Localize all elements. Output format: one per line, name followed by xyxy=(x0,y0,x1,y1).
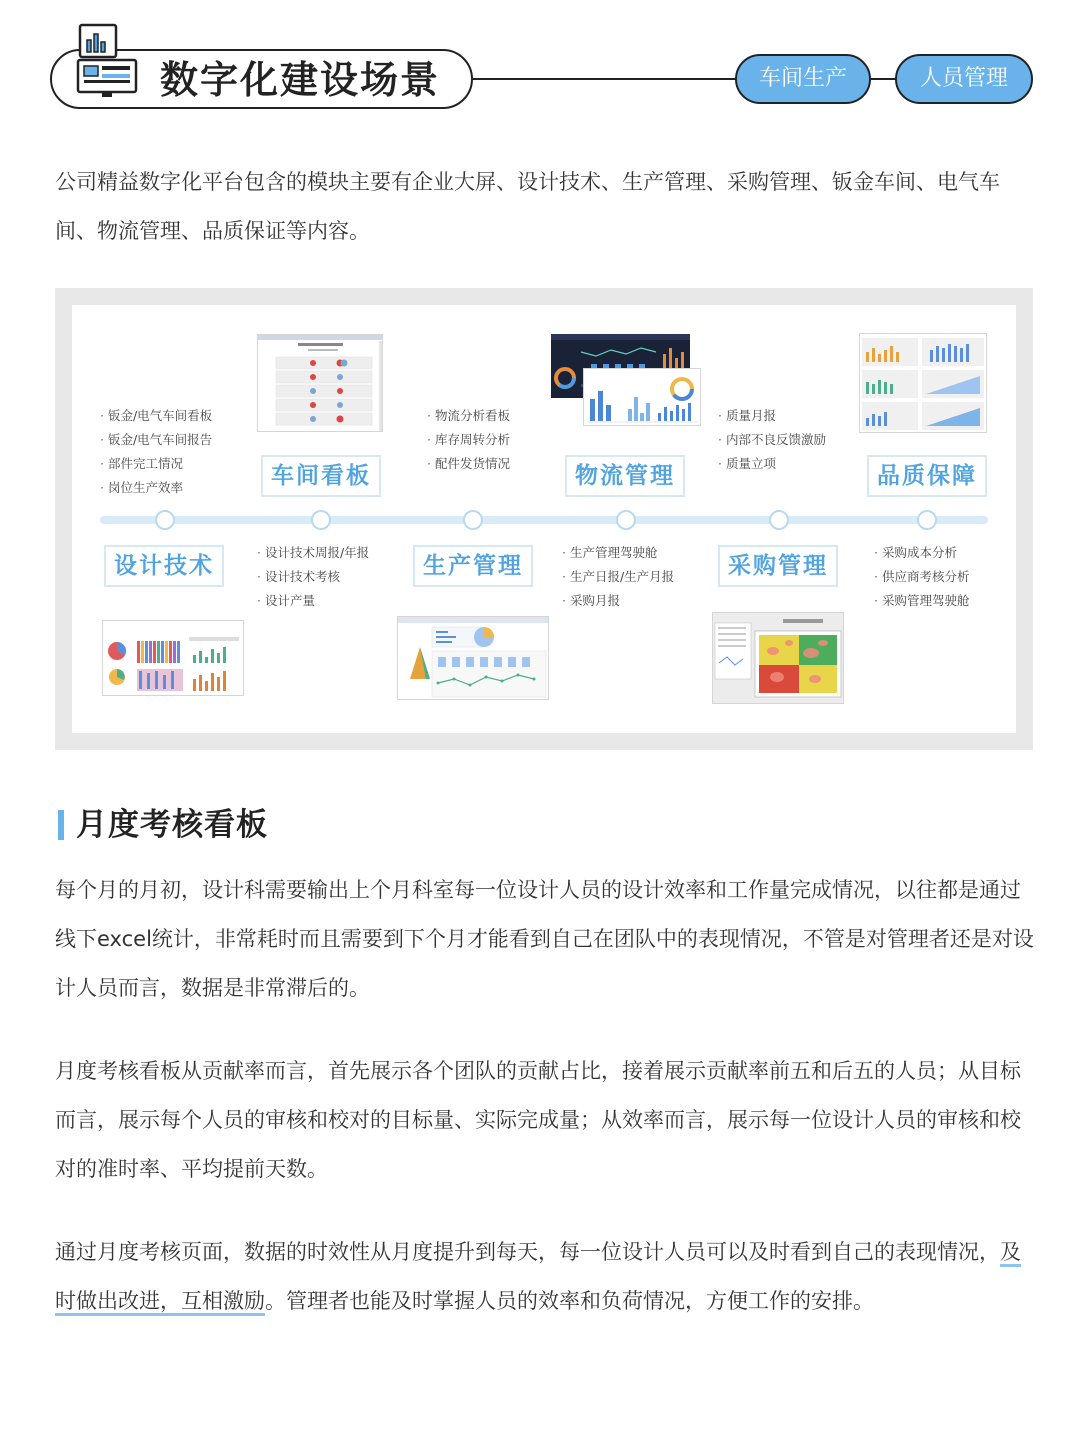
timeline-node xyxy=(155,510,175,530)
module-design[interactable]: 设计技术 xyxy=(104,545,224,587)
intro-paragraph: 公司精益数字化平台包含的模块主要有企业大屏、设计技术、生产管理、采购管理、钣金车间、电气车间、物流管理、品质保证等内容。 xyxy=(55,170,1000,243)
dashboard-monitor-icon xyxy=(76,22,156,102)
list-item: · 部件完工情况 xyxy=(100,452,212,476)
design-thumbnail xyxy=(102,620,244,696)
production-list xyxy=(562,541,674,613)
list-item: · 库存周转分析 xyxy=(427,428,510,452)
list-item: · 生产管理驾驶舱 xyxy=(562,541,674,565)
paragraph-3-text: 通过月度考核页面，数据的时效性从月度提升到每天，每一位设计人员可以及时看到自己的表现情况， xyxy=(55,1240,1000,1264)
list-item: · 岗位生产效率 xyxy=(100,476,212,500)
list-item: · 采购管理驾驶舱 xyxy=(874,589,969,613)
paragraph-2: 月度考核看板从贡献率而言，首先展示各个团队的贡献占比，接着展示贡献率前五和后五的人员；从目标而言，展示每个人员的审核和校对的目标量、实际完成量；从效率而言，展示每一位设计人员的审核和校对的准时率、平均提前天数。 xyxy=(55,1059,1021,1181)
list-item: · 物流分析看板 xyxy=(427,404,510,428)
paragraph-3 xyxy=(55,1228,1040,1326)
timeline-node xyxy=(917,510,937,530)
list-item: · 设计产量 xyxy=(257,589,369,613)
timeline-node xyxy=(769,510,789,530)
list-item: · 设计技术周报/年报 xyxy=(257,541,369,565)
paragraph-1: 每个月的月初，设计科需要输出上个月科室每一位设计人员的设计效率和工作量完成情况，以往都是通过线下excel统计，非常耗时而且需要到下个月才能看到自己在团队中的表现情况，不管是对管理者还是对设计人员而言，数据是非常滞后的。 xyxy=(55,878,1034,1000)
module-logistics[interactable]: 物流管理 xyxy=(565,455,685,497)
tag-personnel-management[interactable]: 人员管理 xyxy=(895,54,1033,104)
timeline-node xyxy=(463,510,483,530)
logistics-list xyxy=(427,404,510,476)
list-item: · 质量月报 xyxy=(718,404,826,428)
timeline-node xyxy=(616,510,636,530)
design-list xyxy=(257,541,369,613)
page-title: 数字化建设场景 xyxy=(160,58,441,102)
list-item: · 设计技术考核 xyxy=(257,565,369,589)
module-purchase[interactable]: 采购管理 xyxy=(718,545,838,587)
module-quality[interactable]: 品质保障 xyxy=(867,455,987,497)
list-item: · 配件发货情况 xyxy=(427,452,510,476)
underlined-phrase: 及时做出改进，互相激励 xyxy=(55,1240,1021,1316)
list-item: · 采购月报 xyxy=(562,589,674,613)
list-item: · 供应商考核分析 xyxy=(874,565,969,589)
quality-list xyxy=(718,404,826,476)
list-item: · 钣金/电气车间看板 xyxy=(100,404,212,428)
production-thumbnail xyxy=(397,616,549,700)
module-workshop-board[interactable]: 车间看板 xyxy=(261,455,381,497)
purchase-thumbnail xyxy=(712,612,844,704)
timeline-bar xyxy=(100,516,988,524)
section-title: 月度考核看板 xyxy=(76,807,268,843)
list-item: · 内部不良反馈激励 xyxy=(718,428,826,452)
module-production[interactable]: 生产管理 xyxy=(413,545,533,587)
timeline-node xyxy=(311,510,331,530)
list-item: · 钣金/电气车间报告 xyxy=(100,428,212,452)
purchase-list xyxy=(874,541,969,613)
section-accent-bar xyxy=(58,810,64,840)
logistics-charts-thumbnail xyxy=(583,368,701,426)
workshop-board-thumbnail xyxy=(257,334,383,432)
quality-thumbnail xyxy=(859,333,987,433)
list-item: · 生产日报/生产月报 xyxy=(562,565,674,589)
tag-workshop-production[interactable]: 车间生产 xyxy=(735,54,871,104)
list-item: · 采购成本分析 xyxy=(874,541,969,565)
paragraph-3-text-end: 。管理者也能及时掌握人员的效率和负荷情况，方便工作的安排。 xyxy=(265,1289,874,1313)
list-item: · 质量立项 xyxy=(718,452,826,476)
workshop-board-list xyxy=(100,404,212,500)
